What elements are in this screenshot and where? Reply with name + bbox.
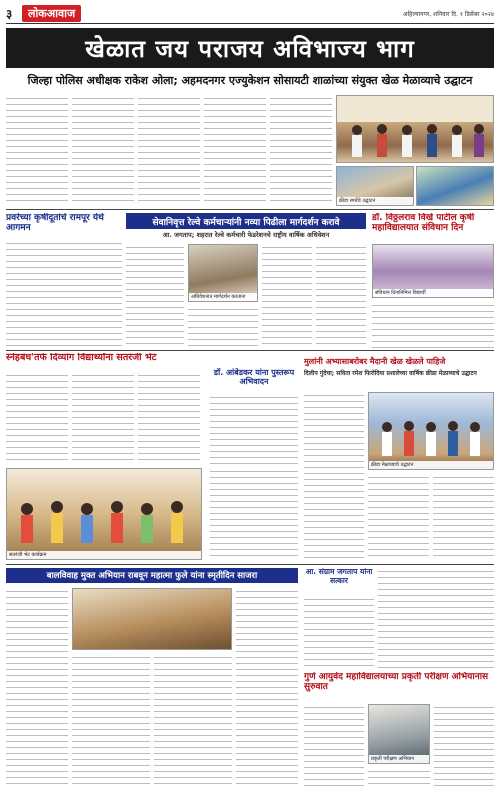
lead-text-col-2 <box>72 95 134 205</box>
lead-text-col-1 <box>6 95 68 205</box>
ambedkar-text <box>210 394 298 464</box>
newspaper-logo: लोकआवाज <box>22 5 81 22</box>
balvivah-text-col-4 <box>236 588 298 788</box>
snehalay-text-col-2 <box>72 372 134 464</box>
divider <box>6 350 494 351</box>
lead-text-col-3 <box>138 95 200 205</box>
sevanivrutt-text-col-2 <box>188 306 258 348</box>
story-headline-ambedkar: डॉ. आंबेडकर यांना पुस्तरूप अभिवादन <box>213 368 295 387</box>
vikhe-photo <box>372 244 494 298</box>
mulanni-text-col-2 <box>368 474 429 560</box>
photo-caption: अधिवेशनात मार्गदर्शन करताना <box>189 293 257 301</box>
balvivah-text-col-3 <box>154 654 232 788</box>
mulanni-photo <box>368 392 494 470</box>
banner-headline: खेळात जय पराजय अविभाज्य भाग <box>6 28 494 68</box>
gune-photo <box>368 704 430 764</box>
snehalay-text-col-1 <box>6 372 68 464</box>
balvivah-text-col-2 <box>72 654 150 788</box>
mulanni-text-col-3 <box>433 474 494 560</box>
story-headline-snehalay: स्नेहबंध'तर्फे दिव्यांग विद्यार्थ्यांना सतरंजी भेट <box>6 353 157 363</box>
sangram-text <box>304 596 374 670</box>
page-number: ३ <box>6 7 13 21</box>
right-col-story <box>378 568 494 668</box>
dateline: अहिल्यानगर, शनिवार दि. १ डिसेंबर २०२४ <box>403 10 494 18</box>
pravrajya-text <box>6 240 122 348</box>
photo-caption: संविधान दिनानिमित्त विद्यार्थी <box>373 289 493 297</box>
lead-subheadline: जिल्हा पोलिस अधीक्षक राकेश ओला; अहमदनगर एज्युकेशन सोसायटी शाळांच्या संयुक्त खेळ मेळाव्याचे उद्घाटन <box>27 74 473 87</box>
gune-text-col-2 <box>434 704 494 788</box>
photo-caption: क्रीडा मेळाव्याचे उद्घाटन <box>369 461 493 469</box>
snehalay-photo <box>6 468 202 560</box>
photo-caption: प्रकृती परीक्षण अभियान <box>369 755 429 763</box>
photo-caption: सतरंजी भेट कार्यक्रम <box>7 551 201 559</box>
story-headline-sangram: आ. संग्राम जगताप यांना सत्कार <box>305 568 373 585</box>
lead-photo-event <box>336 95 494 163</box>
sevanivrutt-text-col-3 <box>262 244 312 348</box>
lead-photo-right <box>416 166 494 206</box>
photo-caption: क्रीडा स्पर्धेचे उद्घाटन <box>337 197 413 205</box>
story-headline-sevanivrutt: सेवानिवृत्त रेल्वे कर्मचाऱ्यांनी नव्या पिढीला मार्गदर्शन करावे <box>126 213 366 229</box>
divider <box>6 209 494 210</box>
divider <box>6 564 494 565</box>
balvivah-photo <box>72 588 232 650</box>
story-headline-mulanni: मुलांनी अभ्यासाबरोबर मैदानी खेळ खेळले पाहिजे <box>304 356 446 366</box>
students-illustration-icon <box>7 469 202 560</box>
lead-text-col-5 <box>270 95 332 205</box>
mulanni-text-col-1 <box>304 392 364 560</box>
people-illustration-icon <box>337 96 494 163</box>
story-headline-pravrajya: प्रवरेच्या कृषीदूतांचे रामपूर येथे आगमन <box>6 213 104 234</box>
snehalay-text-col-3 <box>138 372 200 464</box>
vikhe-text <box>372 302 494 348</box>
masthead <box>6 4 494 24</box>
lead-text-col-4 <box>204 95 266 205</box>
story-headline-vikhe: डॉ. विठ्ठलराव विखे पाटील कृषी महाविद्यालयात संविधान दिन <box>372 213 475 234</box>
lead-photo-left <box>336 166 414 206</box>
story-byline-mulanni: दिलीप गुंदेचा; सविता रमेश फिरोदिया प्रशालेच्या वार्षिक क्रीडा मेळाव्याचे उद्घाटन <box>304 370 477 377</box>
ambedkar-text-2 <box>210 468 298 560</box>
story-byline-sevanivrutt: आ. जगताप; शहरात रेल्वे कर्मचारी फेडरेशनचे राष्ट्रीय वार्षिक अधिवेशन <box>162 231 330 239</box>
story-headline-balvivah: बालविवाह मुक्त अभियान राबवून महात्मा फुले यांना स्मृतीदिन साजरा <box>6 568 298 583</box>
railway-photo <box>188 244 258 302</box>
sevanivrutt-text-col-1 <box>126 244 184 348</box>
story-headline-gune: गुणे आयुर्वेद महाविद्यालयाच्या प्रकृती परीक्षण अभियानास सुरुवात <box>304 672 489 693</box>
sevanivrutt-text-col-4 <box>316 244 366 348</box>
ceremony-illustration-icon <box>369 393 494 470</box>
gune-text-col-1 <box>304 704 364 788</box>
gune-text-col-3 <box>368 768 430 788</box>
balvivah-text-col-1 <box>6 588 68 788</box>
